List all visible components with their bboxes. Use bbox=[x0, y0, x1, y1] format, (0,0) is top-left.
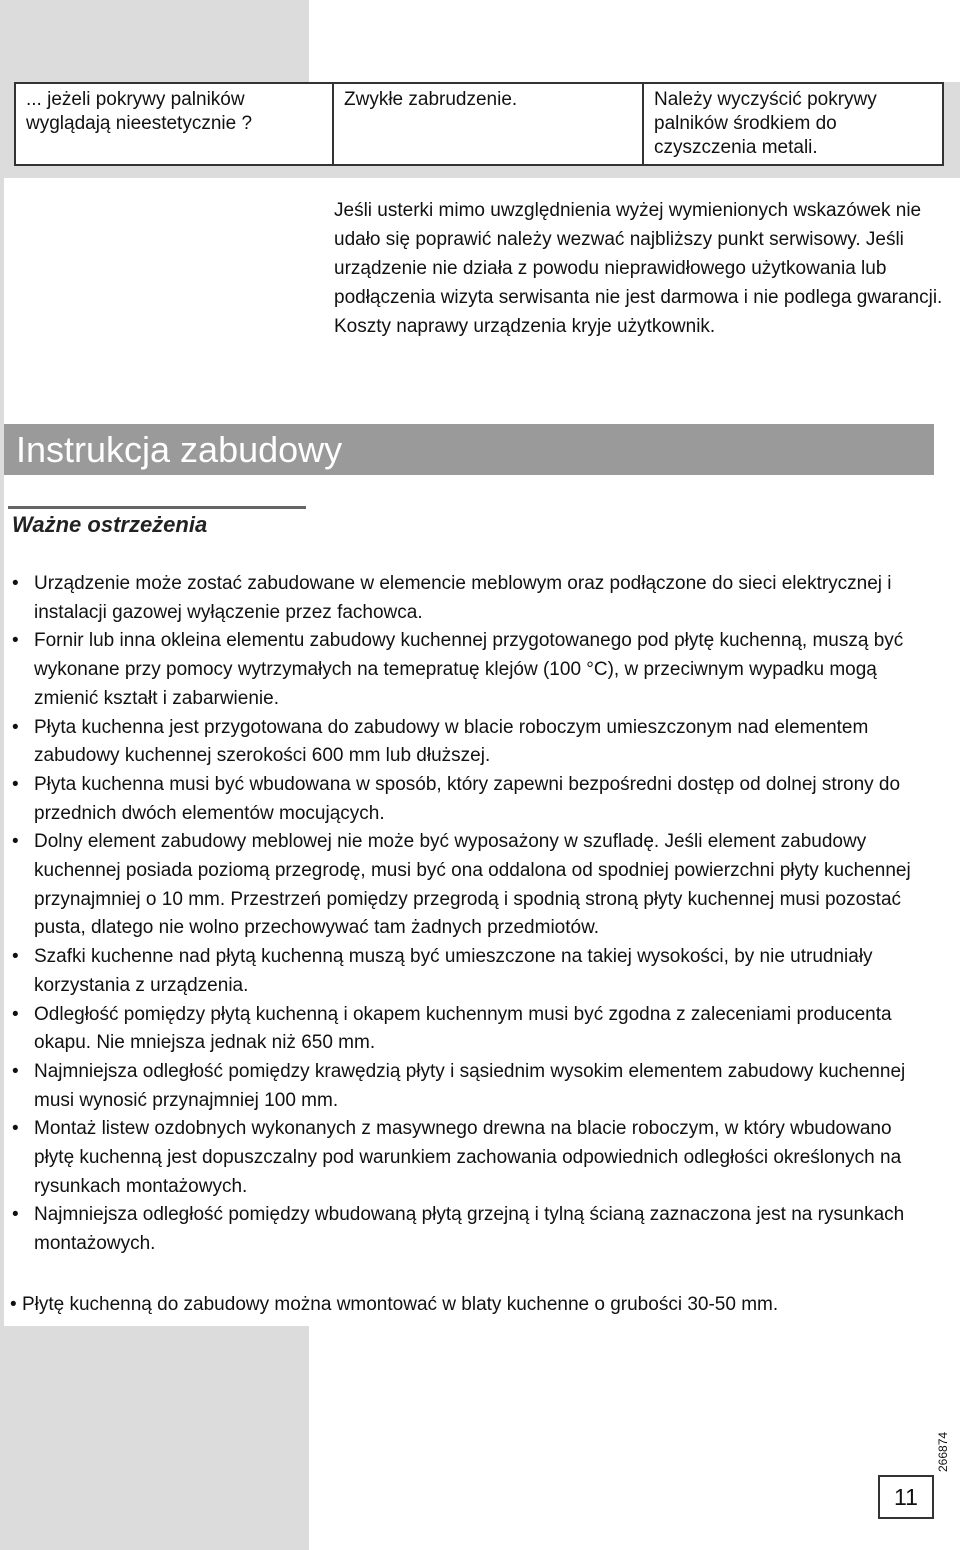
list-item-text: Płyta kuchenna jest przygotowana do zabudowy w blacie roboczym umieszczonym nad elementem zabudowy kuchennej szerokości 600 mm lub dłuższej. bbox=[34, 716, 869, 767]
cause-cell bbox=[333, 83, 643, 165]
table-row bbox=[15, 83, 943, 165]
service-note: Jeśli usterki mimo uwzględnienia wyżej wymienionych wskazówek nie udało się poprawić należy wezwać najbliższy punkt serwisowy. Jeśli urządzenie nie działa z powodu nieprawidłowego użytkowania lub podłączenia wizyta serwisanta nie jest darmowa i nie podlega gwarancji. Koszty naprawy urządzenia kryje użytkownik. bbox=[334, 200, 943, 337]
problem-text: ... jeżeli pokrywy palników wyglądają nieestetycznie ? bbox=[26, 89, 253, 134]
bullet: • bbox=[12, 716, 19, 738]
list-item bbox=[0, 1115, 930, 1201]
bullet: • bbox=[12, 1060, 19, 1082]
list-item-text: Dolny element zabudowy meblowej nie może być wyposażony w szufladę. Jeśli element zabudowy kuchennej posiada poziomą przegrodę, musi być ona oddalona od spodniej powierzchni płyty kuchennej przynajmniej o 10 mm. Przestrzeń pomiędzy przegrodą i spodnią stroną płyty kuchennej musi pozostać pusta, dlatego nie wolno przechowywać tam żadnych przedmiotów. bbox=[34, 831, 911, 939]
list-item bbox=[0, 570, 930, 627]
section-title: Instrukcja zabudowy bbox=[16, 429, 343, 470]
bullet: • bbox=[12, 946, 19, 968]
bullet: • bbox=[12, 573, 19, 594]
list-item-text: Płyta kuchenna musi być wbudowana w sposób, który zapewni bezpośredni dostęp od dolnej strony do przednich dwóch elementów mocujących. bbox=[34, 773, 901, 824]
subsection-rule bbox=[8, 506, 306, 509]
remedy-text: Należy wyczyścić pokrywy palników środkiem do czyszczenia metali. bbox=[654, 89, 877, 158]
list-item-last bbox=[10, 1291, 778, 1319]
bullet: • bbox=[10, 1294, 17, 1315]
warnings-list bbox=[0, 570, 930, 1259]
bullet: • bbox=[12, 831, 19, 853]
list-item-text: Najmniejsza odległość pomiędzy wbudowaną płytą grzejną i tylną ścianą zaznaczona jest na rysunkach montażowych. bbox=[34, 1204, 905, 1255]
remedy-cell bbox=[643, 83, 943, 165]
list-item bbox=[0, 714, 930, 771]
list-item bbox=[0, 1001, 930, 1058]
list-item bbox=[0, 771, 930, 828]
top-white-area bbox=[309, 0, 960, 82]
section-title-bar bbox=[4, 424, 934, 475]
troubleshooting-table bbox=[14, 82, 944, 166]
bullet: • bbox=[12, 630, 19, 652]
list-item bbox=[0, 1201, 930, 1258]
list-item-text: Montaż listew ozdobnych wykonanych z masywnego drewna na blacie roboczym, w który wbudowano płytę kuchenną jest dopuszczalny pod warunkiem zachowania odpowiednich odległości określonych na rysunkach montażowych. bbox=[34, 1118, 902, 1197]
list-item-text: Najmniejsza odległość pomiędzy krawędzią płyty i sąsiednim wysokim elementem zabudowy kuchennej musi wynosić przynajmniej 100 mm. bbox=[34, 1060, 906, 1111]
list-item bbox=[0, 627, 930, 713]
list-item bbox=[0, 943, 930, 1000]
list-item-text: Szafki kuchenne nad płytą kuchenną muszą być umieszczone na takiej wysokości, by nie utrudniały korzystania z urządzenia. bbox=[34, 946, 873, 996]
list-item bbox=[0, 1058, 930, 1115]
subsection-title: Ważne ostrzeżenia bbox=[12, 512, 208, 537]
problem-cell bbox=[15, 83, 333, 165]
list-item-text: Urządzenie może zostać zabudowane w elemencie meblowym oraz podłączone do sieci elektrycznej i instalacji gazowej wyłączenie przez fachowca. bbox=[34, 573, 892, 623]
list-item-text: Płytę kuchenną do zabudowy można wmontować w blaty kuchenne o grubości 30-50 mm. bbox=[21, 1294, 779, 1315]
list-item-text: Odległość pomiędzy płytą kuchenną i okapem kuchennym musi być zgodna z zaleceniami producenta okapu. Nie mniejsza jednak niż 650 mm. bbox=[34, 1003, 892, 1054]
bullet: • bbox=[12, 1118, 19, 1140]
bullet: • bbox=[12, 773, 19, 795]
bullet: • bbox=[12, 1003, 19, 1025]
cause-text: Zwykłe zabrudzenie. bbox=[344, 89, 518, 110]
document-code: 266874 bbox=[936, 1431, 950, 1472]
list-item-text: Fornir lub inna okleina elementu zabudowy kuchennej przygotowanego pod płytę kuchenną, muszą być wykonane przy pomocy wytrzymałych na temepratuę klejów (100 °C), w przeciwnym wypadku mogą zmienić kształt i zabarwienie. bbox=[34, 630, 904, 709]
list-item bbox=[0, 828, 930, 943]
bullet: • bbox=[12, 1204, 19, 1226]
page-number: 11 bbox=[878, 1475, 934, 1519]
